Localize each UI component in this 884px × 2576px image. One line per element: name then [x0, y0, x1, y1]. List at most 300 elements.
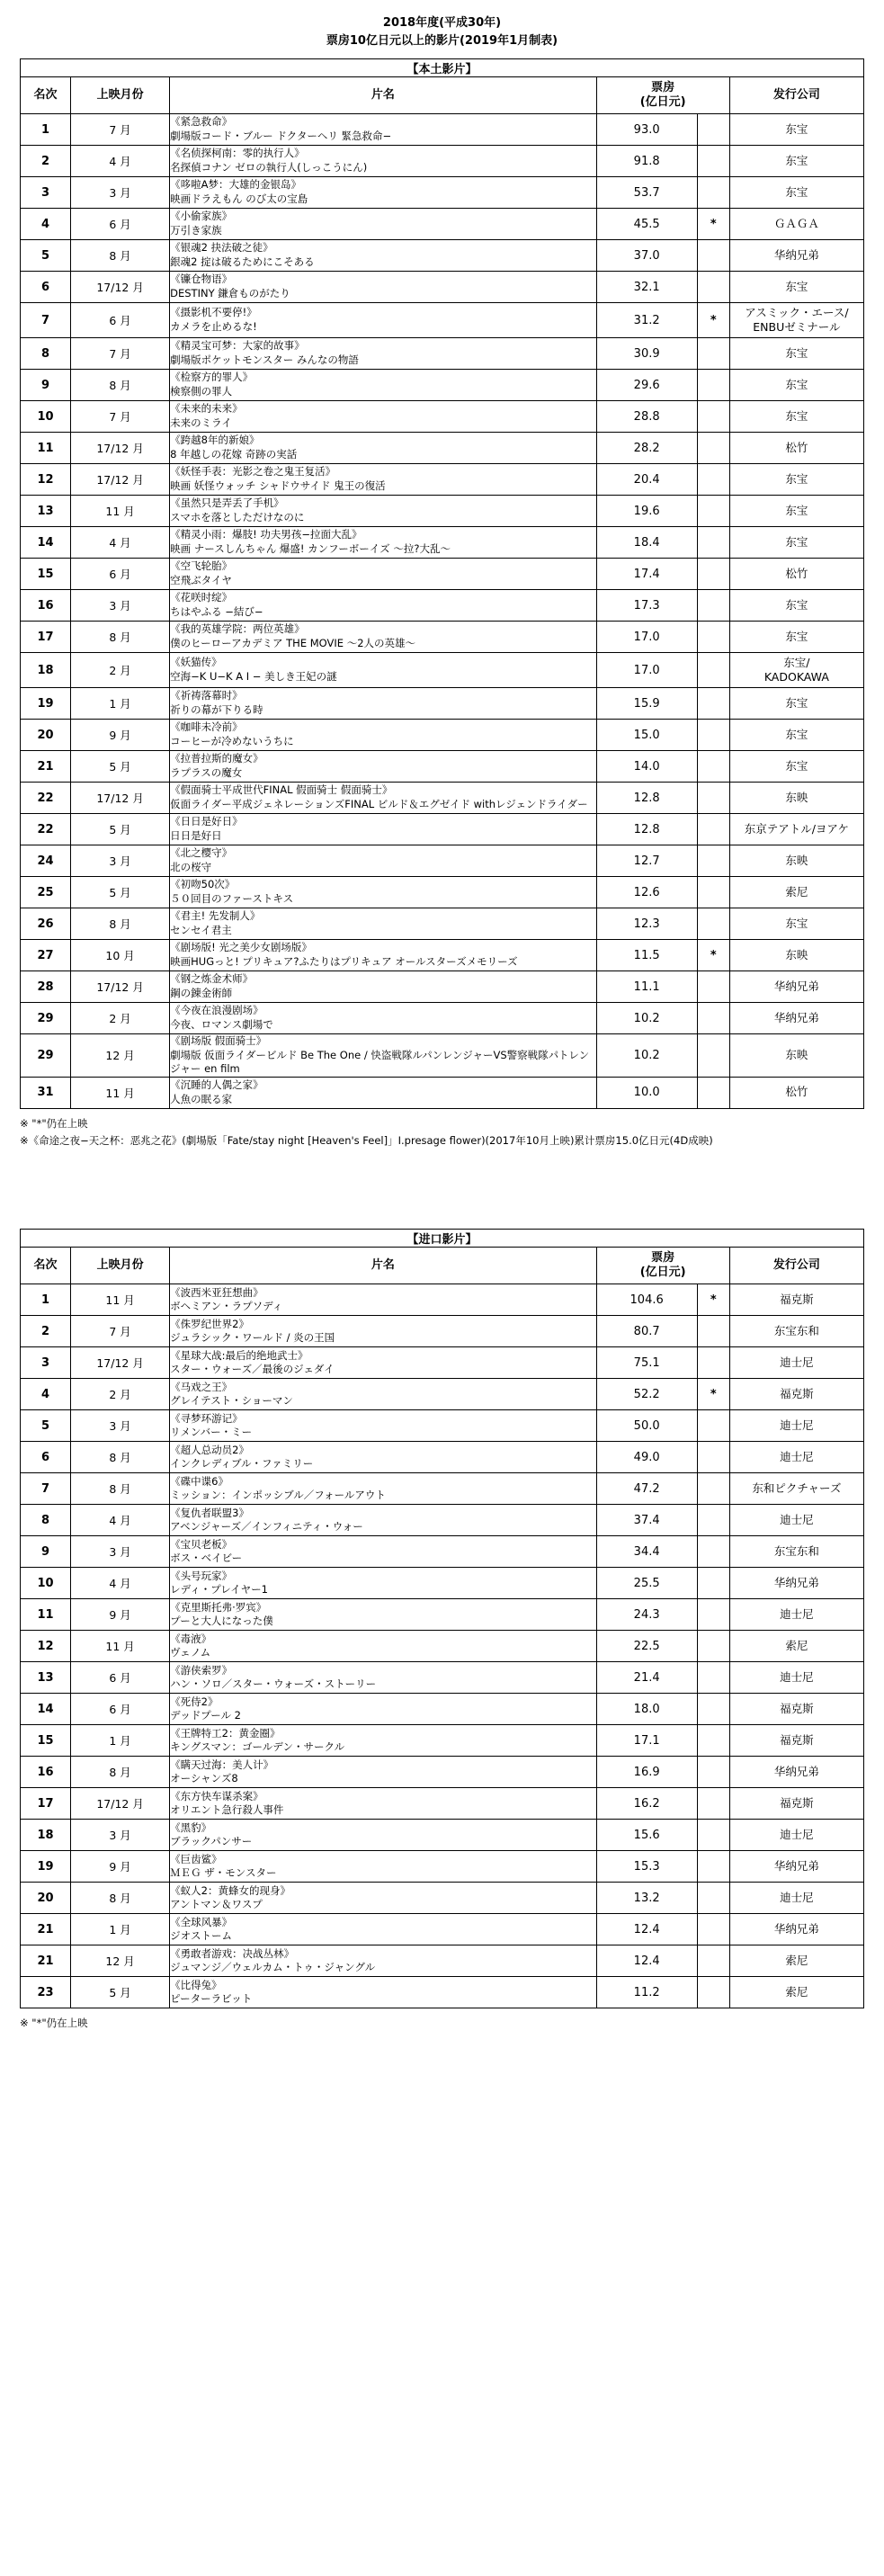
cell-gross: 20.4 [596, 464, 697, 496]
cell-still-showing-marker [697, 527, 729, 559]
footnote: ※《命途之夜−天之杯：恶兆之花》(劇場版「Fate/stay night [Heaven's Feel]」Ⅰ.presage flower)(2017年10月上映)累计票房15.0亿日元(4D成映) [20, 1134, 713, 1148]
cell-gross: 19.6 [596, 496, 697, 527]
col-header-rank: 名次 [21, 77, 71, 114]
cell-title [170, 559, 596, 590]
title-chinese: 《超人总动员2》 [170, 1443, 249, 1456]
title-chinese: 《蚁人2：黄蜂女的现身》 [170, 1883, 290, 1897]
cell-still-showing-marker [697, 1505, 729, 1536]
cell-rank: 26 [21, 908, 71, 940]
cell-distributor: ＧＡＧＡ [729, 209, 863, 240]
title-chinese: 《小偷家族》 [170, 210, 233, 223]
cell-title [170, 272, 596, 303]
cell-title [170, 1568, 596, 1599]
cell-title [170, 1945, 596, 1977]
imported-footnotes [20, 2016, 864, 2032]
cell-still-showing-marker [697, 401, 729, 433]
cell-title [170, 1694, 596, 1725]
title-japanese: 空海−K U−K A I − 美しき王妃の謎 [170, 670, 337, 683]
cell-gross: 28.2 [596, 433, 697, 464]
title-japanese: ボヘミアン・ラプソディ [170, 1300, 283, 1313]
cell-distributor: 东宝 [729, 590, 863, 622]
title-chinese: 《寻梦环游记》 [170, 1411, 243, 1425]
cell-still-showing-marker [697, 1347, 729, 1379]
title-japanese: 祈りの幕が下りる時 [170, 703, 263, 716]
cell-distributor: 松竹 [729, 1077, 863, 1108]
cell-gross: 10.0 [596, 1077, 697, 1108]
table-row [21, 370, 864, 401]
cell-still-showing-marker [697, 622, 729, 653]
table-row [21, 1284, 864, 1316]
table-row [21, 1914, 864, 1945]
cell-rank: 21 [21, 1945, 71, 1977]
cell-gross: 18.4 [596, 527, 697, 559]
cell-release-month: 17/12 月 [71, 464, 170, 496]
title-japanese: ジオストーム [170, 1929, 233, 1943]
cell-rank: 18 [21, 653, 71, 688]
title-japanese: 劇場版 仮面ライダービルド Be The One / 快盗戦隊ルパンレンジャーVS警察戦隊パトレンジャー en film [170, 1048, 590, 1076]
cell-release-month: 6 月 [71, 1662, 170, 1694]
cell-rank: 9 [21, 1536, 71, 1568]
cell-title [170, 751, 596, 783]
cell-release-month: 5 月 [71, 814, 170, 845]
title-chinese: 《比得兔》 [170, 1978, 222, 1991]
title-chinese: 《瞒天过海：美人计》 [170, 1758, 274, 1771]
title-japanese: レディ・プレイヤー1 [170, 1583, 269, 1597]
cell-title [170, 496, 596, 527]
cell-distributor: 索尼 [729, 1945, 863, 1977]
cell-still-showing-marker [697, 1077, 729, 1108]
cell-gross: 10.2 [596, 1003, 697, 1034]
cell-rank: 4 [21, 1379, 71, 1410]
cell-release-month: 8 月 [71, 1473, 170, 1505]
col-header-gross-line2: (亿日元) [639, 1266, 686, 1280]
title-chinese: 《波西米亚狂想曲》 [170, 1285, 263, 1299]
title-japanese: ピーターラビット [170, 1992, 253, 2006]
cell-rank: 11 [21, 433, 71, 464]
imported-table-body [21, 1284, 864, 2008]
cell-title [170, 370, 596, 401]
cell-gross: 12.4 [596, 1914, 697, 1945]
cell-distributor: 东映 [729, 845, 863, 877]
cell-rank: 12 [21, 1631, 71, 1662]
cell-still-showing-marker [697, 1442, 729, 1473]
col-header-gross [596, 77, 729, 114]
cell-title [170, 971, 596, 1003]
cell-rank: 7 [21, 303, 71, 338]
cell-still-showing-marker [697, 1631, 729, 1662]
cell-release-month: 11 月 [71, 1631, 170, 1662]
cell-distributor: 东宝 [729, 496, 863, 527]
table-row [21, 114, 864, 146]
cell-rank: 16 [21, 590, 71, 622]
cell-gross: 30.9 [596, 338, 697, 370]
cell-gross: 12.3 [596, 908, 697, 940]
cell-release-month: 3 月 [71, 1536, 170, 1568]
title-japanese: キングスマン：ゴールデン・サークル [170, 1740, 345, 1754]
title-chinese: 《花咲时绽》 [170, 591, 233, 604]
title-japanese: プーと大人になった僕 [170, 1614, 273, 1628]
cell-release-month: 6 月 [71, 1694, 170, 1725]
cell-release-month: 10 月 [71, 940, 170, 971]
title-chinese: 《克里斯托弗·罗宾》 [170, 1600, 267, 1614]
cell-still-showing-marker [697, 1473, 729, 1505]
cell-distributor: 东宝 [729, 272, 863, 303]
col-header-gross-line2: (亿日元) [639, 95, 686, 109]
domestic-films-table [20, 58, 864, 1109]
cell-gross: 17.4 [596, 559, 697, 590]
cell-gross: 24.3 [596, 1599, 697, 1631]
table-row [21, 783, 864, 814]
cell-release-month: 17/12 月 [71, 1347, 170, 1379]
cell-distributor: 迪士尼 [729, 1442, 863, 1473]
cell-gross: 17.0 [596, 622, 697, 653]
cell-gross: 11.5 [596, 940, 697, 971]
table-row [21, 814, 864, 845]
title-chinese: 《我的英雄学院：两位英雄》 [170, 622, 305, 636]
cell-release-month: 6 月 [71, 303, 170, 338]
cell-rank: 15 [21, 1725, 71, 1757]
footnote: ※ "*"仍在上映 [20, 1116, 88, 1130]
cell-title [170, 653, 596, 688]
cell-still-showing-marker [697, 370, 729, 401]
cell-rank: 18 [21, 1820, 71, 1851]
table-row [21, 177, 864, 209]
title-japanese: 空飛ぶタイヤ [170, 574, 232, 586]
cell-release-month: 1 月 [71, 1914, 170, 1945]
cell-distributor: 东宝东和 [729, 1536, 863, 1568]
cell-release-month: 8 月 [71, 1757, 170, 1788]
cell-rank: 21 [21, 751, 71, 783]
table-row [21, 1379, 864, 1410]
cell-distributor: 东京テアトル/ヨアケ [729, 814, 863, 845]
table-row [21, 653, 864, 688]
cell-still-showing-marker [697, 751, 729, 783]
cell-rank: 6 [21, 272, 71, 303]
table-row [21, 877, 864, 908]
cell-title [170, 1851, 596, 1883]
cell-rank: 17 [21, 622, 71, 653]
cell-release-month: 4 月 [71, 146, 170, 177]
cell-still-showing-marker [697, 1599, 729, 1631]
cell-gross: 49.0 [596, 1442, 697, 1473]
cell-still-showing-marker [697, 1003, 729, 1034]
cell-gross: 50.0 [596, 1410, 697, 1442]
cell-still-showing-marker [697, 1945, 729, 1977]
cell-distributor: 华纳兄弟 [729, 1757, 863, 1788]
cell-gross: 11.2 [596, 1977, 697, 2008]
title-chinese: 《假面骑士平成世代FINAL 假面骑士 假面骑士》 [170, 783, 393, 797]
title-chinese: 《死侍2》 [170, 1695, 219, 1708]
cell-gross: 15.9 [596, 688, 697, 720]
cell-title [170, 1820, 596, 1851]
cell-gross: 12.8 [596, 783, 697, 814]
cell-rank: 13 [21, 496, 71, 527]
cell-title [170, 1473, 596, 1505]
cell-release-month: 4 月 [71, 1505, 170, 1536]
cell-gross: 17.0 [596, 653, 697, 688]
cell-still-showing-marker: * [697, 209, 729, 240]
title-chinese: 《东方快车谋杀案》 [170, 1789, 263, 1802]
cell-rank: 19 [21, 1851, 71, 1883]
cell-distributor: 东宝 [729, 401, 863, 433]
footnote: ※ "*"仍在上映 [20, 2017, 88, 2030]
col-header-title: 片名 [170, 77, 596, 114]
cell-rank: 7 [21, 1473, 71, 1505]
cell-release-month: 11 月 [71, 1077, 170, 1108]
title-chinese: 《空飞轮胎》 [170, 559, 233, 573]
cell-title [170, 146, 596, 177]
title-japanese: スマホを落としただけなのに [170, 511, 305, 523]
domestic-footnotes [20, 1116, 864, 1150]
cell-release-month: 12 月 [71, 1034, 170, 1078]
title-chinese: 《紧急救命》 [170, 115, 233, 129]
domestic-header-row [21, 77, 864, 114]
cell-still-showing-marker [697, 1883, 729, 1914]
cell-rank: 20 [21, 720, 71, 751]
title-japanese: インクレディブル・ファミリー [170, 1457, 314, 1471]
cell-distributor: 迪士尼 [729, 1662, 863, 1694]
table-row [21, 496, 864, 527]
cell-title [170, 114, 596, 146]
table-row [21, 464, 864, 496]
title-chinese: 《黑豹》 [170, 1820, 212, 1834]
cell-rank: 12 [21, 464, 71, 496]
table-row [21, 1505, 864, 1536]
table-row [21, 1410, 864, 1442]
cell-still-showing-marker [697, 1034, 729, 1078]
cell-rank: 27 [21, 940, 71, 971]
header-line-2: 票房10亿日元以上的影片(2019年1月制表) [326, 33, 558, 48]
table-row [21, 1820, 864, 1851]
cell-title [170, 527, 596, 559]
title-japanese: センセイ君主 [170, 924, 232, 936]
col-header-gross-line1: 票房 [651, 1250, 675, 1265]
col-header-distributor: 发行公司 [729, 77, 863, 114]
cell-distributor: 华纳兄弟 [729, 240, 863, 272]
cell-rank: 3 [21, 1347, 71, 1379]
cell-gross: 91.8 [596, 146, 697, 177]
cell-distributor: 索尼 [729, 1631, 863, 1662]
table-row [21, 1316, 864, 1347]
cell-still-showing-marker [697, 1757, 729, 1788]
col-header-distributor: 发行公司 [729, 1248, 863, 1284]
cell-title [170, 877, 596, 908]
imported-section-title: 【进口影片】 [21, 1230, 864, 1248]
table-row [21, 1599, 864, 1631]
cell-rank: 11 [21, 1599, 71, 1631]
title-chinese: 《游侠索罗》 [170, 1663, 233, 1677]
cell-gross: 12.4 [596, 1945, 697, 1977]
cell-title [170, 783, 596, 814]
cell-release-month: 4 月 [71, 527, 170, 559]
table-row [21, 146, 864, 177]
cell-gross: 12.7 [596, 845, 697, 877]
cell-release-month: 3 月 [71, 845, 170, 877]
cell-distributor: 迪士尼 [729, 1505, 863, 1536]
cell-distributor: 索尼 [729, 877, 863, 908]
cell-gross: 104.6 [596, 1284, 697, 1316]
title-chinese: 《妖怪手表：光影之卷之鬼王复活》 [170, 465, 336, 479]
title-japanese: 僕のヒーローアカデミア THE MOVIE ～2人の英雄～ [170, 637, 416, 649]
cell-distributor: 华纳兄弟 [729, 1003, 863, 1034]
title-japanese: 仮面ライダー平成ジェネレーションズFINAL ビルド＆エグゼイド withレジェンドライダー [170, 798, 588, 810]
cell-release-month: 2 月 [71, 1003, 170, 1034]
cell-gross: 28.8 [596, 401, 697, 433]
table-row [21, 908, 864, 940]
title-chinese: 《精灵小雨：爆肢! 功夫男孩−拉面大乱》 [170, 528, 362, 541]
cell-distributor: 福克斯 [729, 1788, 863, 1820]
cell-distributor: 东宝 [729, 527, 863, 559]
cell-title [170, 1505, 596, 1536]
cell-still-showing-marker [697, 877, 729, 908]
cell-gross: 53.7 [596, 177, 697, 209]
cell-still-showing-marker [697, 1410, 729, 1442]
cell-release-month: 11 月 [71, 496, 170, 527]
cell-release-month: 1 月 [71, 1725, 170, 1757]
title-chinese: 《咖啡未冷前》 [170, 720, 243, 734]
cell-still-showing-marker [697, 114, 729, 146]
cell-release-month: 5 月 [71, 1977, 170, 2008]
cell-gross: 13.2 [596, 1883, 697, 1914]
title-japanese: オーシャンズ8 [170, 1772, 238, 1785]
cell-distributor: 迪士尼 [729, 1820, 863, 1851]
title-chinese: 《毒液》 [170, 1632, 212, 1645]
col-header-gross [596, 1248, 729, 1284]
cell-release-month: 17/12 月 [71, 433, 170, 464]
cell-gross: 15.3 [596, 1851, 697, 1883]
cell-gross: 17.1 [596, 1725, 697, 1757]
cell-gross: 16.2 [596, 1788, 697, 1820]
cell-gross: 18.0 [596, 1694, 697, 1725]
title-chinese: 《全球风暴》 [170, 1915, 233, 1928]
title-japanese: 鋼の錬金術師 [170, 987, 233, 999]
title-chinese: 《勇敢者游戏：决战丛林》 [170, 1946, 295, 1960]
title-chinese: 《祈祷落幕时》 [170, 689, 243, 702]
table-row [21, 1347, 864, 1379]
cell-rank: 10 [21, 401, 71, 433]
cell-title [170, 814, 596, 845]
cell-release-month: 3 月 [71, 177, 170, 209]
cell-rank: 8 [21, 1505, 71, 1536]
title-japanese: ヴェノム [170, 1646, 211, 1659]
cell-release-month: 17/12 月 [71, 783, 170, 814]
title-japanese: カメラを止めるな! [170, 320, 257, 333]
title-chinese: 《跨越8年的新娘》 [170, 434, 260, 447]
table-row [21, 1473, 864, 1505]
cell-rank: 24 [21, 845, 71, 877]
table-row [21, 1851, 864, 1883]
cell-distributor: 迪士尼 [729, 1347, 863, 1379]
cell-release-month: 5 月 [71, 877, 170, 908]
cell-rank: 16 [21, 1757, 71, 1788]
cell-distributor: 东宝 [729, 908, 863, 940]
cell-release-month: 7 月 [71, 338, 170, 370]
imported-header-row [21, 1248, 864, 1284]
cell-release-month: 8 月 [71, 240, 170, 272]
cell-gross: 29.6 [596, 370, 697, 401]
title-chinese: 《剧场版 假面骑士》 [170, 1034, 267, 1047]
cell-rank: 31 [21, 1077, 71, 1108]
title-japanese: ミッション：インポッシブル／フォールアウト [170, 1489, 386, 1502]
col-header-title: 片名 [170, 1248, 596, 1284]
cell-title [170, 433, 596, 464]
cell-rank: 15 [21, 559, 71, 590]
cell-distributor: 东和ピクチャーズ [729, 1473, 863, 1505]
cell-still-showing-marker [697, 1977, 729, 2008]
cell-still-showing-marker [697, 845, 729, 877]
cell-release-month: 17/12 月 [71, 272, 170, 303]
cell-release-month: 11 月 [71, 1284, 170, 1316]
title-chinese: 《北之樱守》 [170, 846, 233, 860]
cell-title [170, 1536, 596, 1568]
cell-release-month: 3 月 [71, 590, 170, 622]
table-row [21, 688, 864, 720]
cell-distributor: 福克斯 [729, 1284, 863, 1316]
cell-rank: 19 [21, 688, 71, 720]
cell-distributor: 东宝 [729, 751, 863, 783]
table-row [21, 1725, 864, 1757]
cell-gross: 12.8 [596, 814, 697, 845]
title-chinese: 《巨齿鲨》 [170, 1852, 222, 1865]
cell-rank: 4 [21, 209, 71, 240]
cell-still-showing-marker [697, 814, 729, 845]
title-japanese: ジュマンジ／ウェルカム・トゥ・ジャングル [170, 1961, 376, 1974]
cell-release-month: 4 月 [71, 1568, 170, 1599]
col-header-month: 上映月份 [71, 77, 170, 114]
table-row [21, 971, 864, 1003]
title-japanese: リメンバー・ミー [170, 1426, 253, 1439]
title-chinese: 《宝贝老板》 [170, 1537, 233, 1551]
table-row [21, 622, 864, 653]
title-chinese: 《哆啦A梦：大雄的金银岛》 [170, 178, 302, 192]
cell-still-showing-marker [697, 1788, 729, 1820]
cell-rank: 28 [21, 971, 71, 1003]
cell-gross: 15.0 [596, 720, 697, 751]
table-row [21, 1536, 864, 1568]
cell-still-showing-marker [697, 1568, 729, 1599]
imported-films-table [20, 1229, 864, 2008]
cell-rank: 29 [21, 1034, 71, 1078]
cell-still-showing-marker: * [697, 303, 729, 338]
cell-still-showing-marker [697, 590, 729, 622]
cell-distributor: 东宝 [729, 370, 863, 401]
table-row [21, 1694, 864, 1725]
cell-gross: 52.2 [596, 1379, 697, 1410]
cell-rank: 1 [21, 114, 71, 146]
cell-still-showing-marker: * [697, 940, 729, 971]
cell-gross: 45.5 [596, 209, 697, 240]
title-japanese: アントマン＆ワスプ [170, 1898, 263, 1911]
cell-gross: 12.6 [596, 877, 697, 908]
cell-release-month: 6 月 [71, 209, 170, 240]
cell-rank: 10 [21, 1568, 71, 1599]
cell-title [170, 688, 596, 720]
title-japanese: 劇場版ポケットモンスター みんなの物語 [170, 353, 359, 366]
title-japanese: ＭＥＧ ザ・モンスター [170, 1866, 277, 1880]
title-japanese: ５０回目のファーストキス [170, 892, 294, 905]
cell-still-showing-marker [697, 1662, 729, 1694]
col-header-rank: 名次 [21, 1248, 71, 1284]
cell-distributor: 福克斯 [729, 1379, 863, 1410]
title-japanese: ジュラシック・ワールド / 炎の王国 [170, 1331, 335, 1345]
title-japanese: 人魚の眠る家 [170, 1092, 233, 1105]
cell-distributor: 东宝/ KADOKAWA [729, 653, 863, 688]
title-chinese: 《碟中谍6》 [170, 1474, 228, 1488]
col-header-gross-line1: 票房 [651, 80, 675, 94]
cell-title [170, 1788, 596, 1820]
cell-still-showing-marker [697, 653, 729, 688]
title-japanese: ハン・ソロ／スター・ウォーズ・ストーリー [170, 1677, 377, 1691]
